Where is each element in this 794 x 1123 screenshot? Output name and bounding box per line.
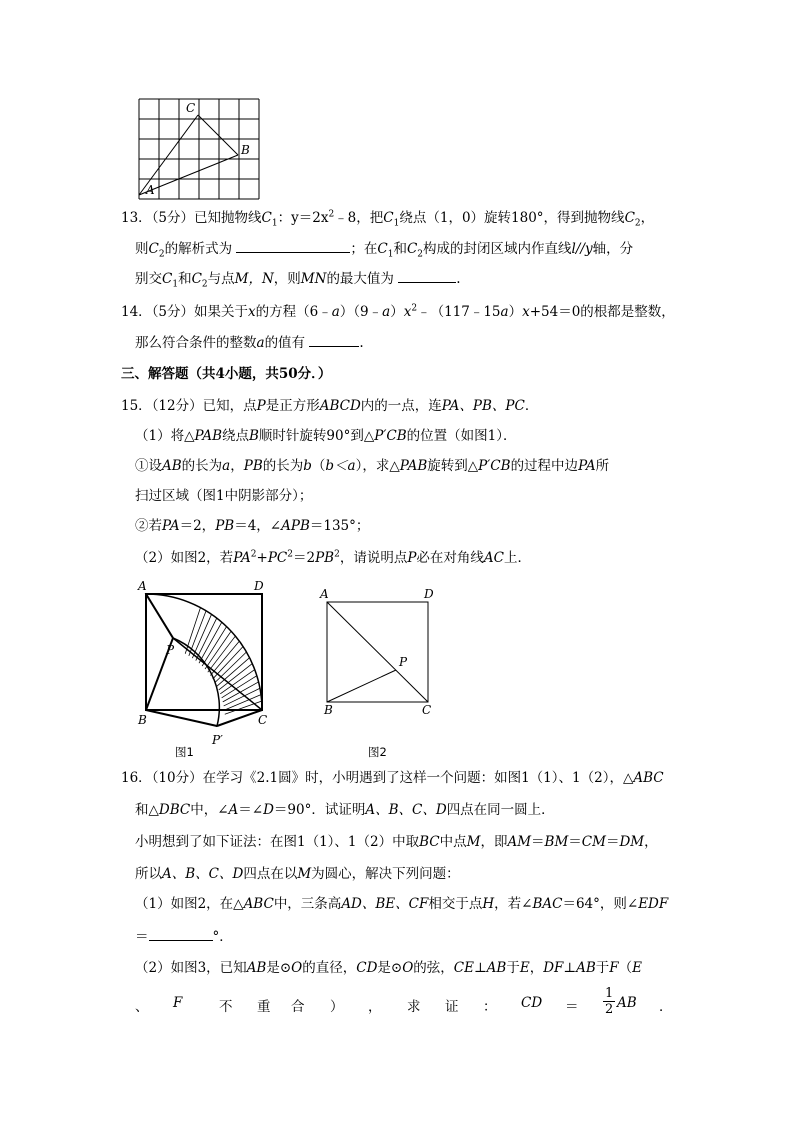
- q15-symbol: AB: [162, 458, 182, 474]
- q13-line2: [135, 238, 633, 259]
- q15-symbol: b＜a: [325, 458, 356, 474]
- q16-text: °．: [212, 929, 233, 945]
- q16-symbol: CM: [581, 834, 606, 850]
- q15-symbol: B: [249, 428, 259, 444]
- q15-text: 的过程中边: [510, 458, 579, 474]
- q13-symbol: C: [162, 271, 173, 287]
- figure-2-diagram: [318, 586, 440, 720]
- q14-text: .: [359, 335, 364, 351]
- q13-text: 和: [393, 241, 407, 257]
- q13-answer-blank-1[interactable]: [236, 238, 350, 253]
- q16-symbol: A、B、C、D: [162, 866, 244, 882]
- grid-label-C: C: [186, 101, 196, 115]
- q16-symbol: ABC: [633, 770, 664, 786]
- q13-text: 和: [178, 271, 192, 287]
- q14-number: 14．: [121, 304, 152, 320]
- q16-part1-line2: [135, 926, 233, 947]
- q16-line2: [135, 800, 555, 820]
- q14-line2: [135, 332, 364, 353]
- q16-symbol: O: [402, 960, 414, 976]
- fig1-square: [146, 594, 262, 710]
- fig1-label-P-prime: P′: [212, 733, 223, 746]
- q15-symbol: PA: [578, 458, 596, 474]
- q13-text: 的最大值为: [326, 271, 394, 287]
- q16-symbol: F: [609, 960, 619, 976]
- q14-symbol: a: [382, 304, 391, 320]
- q15-text: 内的一点，连: [360, 398, 442, 414]
- q15-text: 是正方形: [265, 398, 320, 414]
- q16-text: ＝64°，则∠: [562, 896, 639, 912]
- q13-text: 与点: [207, 271, 235, 287]
- q16-symbol: A、B、C、D: [365, 802, 447, 818]
- q13-sub: 1: [393, 218, 400, 229]
- q16-symbol: H: [482, 896, 495, 912]
- q15-symbol: PA: [233, 550, 251, 566]
- q15-text: （2）如图2，若: [135, 550, 234, 566]
- q16-text: （: [618, 960, 633, 976]
- fig2-label-B: B: [324, 703, 333, 717]
- q15-symbol: P′CB: [478, 458, 511, 474]
- q16-text: 的直径，: [302, 960, 357, 976]
- q15-symbol: AC: [483, 550, 505, 566]
- q13-sup: 2: [328, 209, 335, 220]
- q15-text: 的长为: [181, 458, 223, 474]
- q16-symbol: E: [632, 960, 643, 976]
- q16-text: ＝90°．试证明: [273, 802, 366, 818]
- q16-answer-blank[interactable]: [149, 926, 213, 941]
- q13-text: 绕点（1，0）旋转180°，得到抛物线: [399, 210, 625, 226]
- q15-text: +: [256, 550, 268, 566]
- grid-label-B: B: [241, 143, 250, 157]
- q16-text: ．: [659, 999, 673, 1015]
- q13-text: 别交: [135, 271, 162, 287]
- q13-text: ，: [640, 210, 655, 226]
- q16-symbol: BC: [419, 834, 440, 850]
- q14-text: 那么符合条件的整数: [135, 335, 257, 351]
- q16-symbol: M: [297, 866, 312, 882]
- q16-text: 是⊙: [377, 960, 403, 976]
- q16-symbol: BM: [544, 834, 569, 850]
- fig1-label-P: P: [166, 643, 175, 657]
- q13-sub: 1: [271, 218, 278, 229]
- q15-symbol: PAB: [399, 458, 428, 474]
- q16-text: 合: [291, 999, 305, 1015]
- q16-text: 是⊙: [266, 960, 292, 976]
- q16-text: 证: [445, 999, 459, 1015]
- q15-text: （: [311, 458, 326, 474]
- q15-part1: [135, 426, 516, 446]
- q13-symbol: C: [624, 210, 635, 226]
- q16-text: 、: [135, 999, 149, 1015]
- q15-line1: [121, 396, 538, 416]
- q16-line3: [135, 832, 658, 852]
- q13-sub: 1: [172, 279, 179, 290]
- q16-text: ，: [529, 960, 544, 976]
- q14-text: 的方程（6﹣: [255, 304, 332, 320]
- fig1-label-A: A: [138, 579, 147, 593]
- q16-text: 四点在同一圆上．: [446, 802, 555, 818]
- q13-text: 构成的封闭区域内作直线: [423, 241, 572, 257]
- q13-text: 的解析式为: [164, 241, 233, 257]
- q14-text: +54＝0的根都是整数，: [529, 304, 675, 320]
- q16-text: ，: [368, 999, 382, 1015]
- q16-text: 中，∠: [190, 802, 229, 818]
- hatch-line: [222, 676, 257, 698]
- q16-part2-line1: [135, 958, 642, 978]
- q16-text: ＝: [135, 929, 149, 945]
- q15-text: 上．: [504, 550, 532, 566]
- q15-sup: 2: [334, 549, 340, 560]
- q15-text: ＝2，: [179, 518, 216, 534]
- q13-text: ；在: [350, 241, 378, 257]
- q15-symbol: PA: [162, 518, 180, 534]
- q16-text: ＝∠: [238, 802, 264, 818]
- q15-text: 旋转到△: [427, 458, 479, 474]
- q15-text: ，请说明点: [339, 550, 408, 566]
- q15-symbol: PC: [267, 550, 288, 566]
- q15-text: ＝2: [292, 550, 316, 566]
- q16-line4: [135, 864, 460, 884]
- q13-sub: 1: [387, 249, 394, 260]
- q15-sub2: [135, 516, 369, 536]
- q16-symbol: E: [519, 960, 530, 976]
- q15-sup: 2: [250, 549, 257, 560]
- fig1-segment-P1C: [217, 710, 262, 726]
- q13-answer-blank-2[interactable]: [398, 268, 456, 283]
- figure-1-caption: 图1: [175, 745, 194, 759]
- q15-text: ），求△: [355, 458, 400, 474]
- q14-symbol: a: [331, 304, 340, 320]
- q16-symbol: AB: [246, 960, 267, 976]
- q15-number: 15．: [121, 398, 152, 414]
- q16-text: 于: [506, 960, 520, 976]
- q16-symbol: CE⊥AB: [453, 960, 507, 976]
- q13-symbol: M，N: [234, 271, 274, 287]
- q14-symbol: a: [256, 335, 265, 351]
- grid-label-A: A: [146, 183, 155, 197]
- q15-text: 绕点: [222, 428, 249, 444]
- fig1-label-C: C: [258, 713, 268, 727]
- q13-symbol: C: [377, 241, 388, 257]
- q16-text: ：: [483, 999, 497, 1015]
- q15-text: ①设: [135, 458, 162, 474]
- q14-text: ﹣（117﹣15: [417, 304, 501, 320]
- q15-symbol: APB: [281, 518, 310, 534]
- fig2-label-P: P: [399, 655, 408, 669]
- q13-text: .: [456, 271, 461, 287]
- q15-symbol: PAB: [194, 428, 222, 444]
- q16-text: 于: [595, 960, 610, 976]
- q16-symbol: CD: [521, 995, 543, 1011]
- q16-text: 不: [219, 999, 233, 1015]
- fig2-label-C: C: [422, 703, 432, 717]
- q16-text: ＝: [531, 834, 545, 850]
- q15-symbol: b: [303, 458, 312, 474]
- q13-sub: 2: [201, 279, 208, 290]
- fig1-label-B: B: [138, 713, 147, 727]
- q13-symbol: C: [406, 241, 418, 257]
- q13-symbol: MN: [300, 271, 327, 287]
- q16-symbol: D: [263, 802, 274, 818]
- q13-symbol: l//y: [571, 241, 593, 257]
- q16-text: 重: [257, 999, 271, 1015]
- segment-CB: [198, 115, 238, 155]
- q15-symbol: P: [407, 550, 417, 566]
- q14-symbol: x: [403, 304, 412, 320]
- q16-text: 四点在以: [243, 866, 298, 882]
- q14-text: （5分）如果关于: [151, 304, 249, 320]
- q13-text: 则: [135, 241, 149, 257]
- q15-text: ．: [524, 398, 539, 414]
- q14-symbol: x: [522, 304, 530, 320]
- q15-text: 所: [595, 458, 610, 474]
- q15-text: 的位置（如图1）．: [406, 428, 517, 444]
- q15-symbol: P′CB: [374, 428, 407, 444]
- q16-part1-line1: [135, 894, 668, 914]
- q15-symbol: PA、PB、PC: [441, 398, 525, 414]
- q15-text: ，: [230, 458, 244, 474]
- q15-sup: 2: [287, 549, 293, 560]
- q13-sub: 2: [634, 218, 641, 229]
- figure-2-caption: 图2: [368, 745, 387, 759]
- section-3-heading: 三、解答题（共4小题，共50分．）: [121, 366, 332, 382]
- q15-symbol: ABCD: [319, 398, 361, 414]
- fig2-label-A: A: [320, 587, 329, 601]
- q16-symbol: DBC: [158, 802, 191, 818]
- q16-text: 小明想到了如下证法：在图1（1）、1（2）中取: [135, 834, 420, 850]
- q15-sub1-line2: 扫过区域（图1中阴影部分）；: [135, 488, 313, 504]
- q15-symbol: P: [256, 398, 266, 414]
- q13-symbol: C: [148, 241, 159, 257]
- q16-text: 求: [407, 999, 421, 1015]
- fraction-denominator: 2: [605, 1002, 614, 1017]
- q16-text: ，若∠: [494, 896, 533, 912]
- q16-symbol: CD: [356, 960, 378, 976]
- q16-text: （10分）在学习《2.1圆》时，小明遇到了这样一个问题：如图1（1）、1（2），△: [151, 770, 634, 786]
- fig2-segment-BP: [327, 670, 396, 702]
- q14-line1: [121, 302, 675, 322]
- q16-number: 16．: [121, 770, 152, 786]
- q16-text: 中点: [439, 834, 467, 850]
- q16-symbol: O: [291, 960, 303, 976]
- q16-symbol: A: [228, 802, 239, 818]
- q16-text: 中，三条高: [273, 896, 342, 912]
- q16-text: ，即: [480, 834, 508, 850]
- q16-text: ＝: [565, 999, 579, 1015]
- figure-1-diagram: [134, 574, 280, 746]
- q15-text: ②若: [135, 518, 162, 534]
- q16-text: 为圆心，解决下列问题：: [311, 866, 460, 882]
- q14-text: ）: [390, 304, 404, 320]
- q13-line3: [135, 268, 461, 289]
- q13-text: 轴，分: [592, 241, 634, 257]
- q14-symbol: a: [500, 304, 509, 320]
- fig2-diagonal-AC: [327, 602, 428, 702]
- q14-text: 的值有: [264, 335, 306, 351]
- fig1-segment-BP1: [146, 710, 217, 726]
- q16-fraction: [603, 986, 615, 1017]
- q16-line1: [121, 768, 664, 788]
- q16-text: ，: [644, 834, 658, 850]
- q14-sup: 2: [411, 303, 418, 314]
- fig1-segment-PA: [146, 594, 173, 638]
- q16-symbol: M: [466, 834, 481, 850]
- q13-line1: [121, 208, 654, 228]
- q16-symbol: F: [173, 995, 183, 1011]
- q14-answer-blank[interactable]: [309, 332, 359, 347]
- q16-part2-line2: [135, 986, 673, 1020]
- q13-text: ，则: [273, 271, 301, 287]
- q15-text: （1）将△: [135, 428, 195, 444]
- q16-text: ＝: [605, 834, 620, 850]
- q13-sub: 2: [158, 249, 165, 260]
- q15-symbol: PB: [315, 550, 335, 566]
- grid-figure: [130, 96, 265, 200]
- q15-part2: [135, 548, 531, 568]
- q13-text: （5分）已知抛物线: [151, 210, 262, 226]
- q16-text: 所以: [135, 866, 162, 882]
- q16-text: ）: [330, 999, 344, 1015]
- q15-symbol: a: [222, 458, 231, 474]
- q15-text: 顺时针旋转90°到△: [258, 428, 375, 444]
- fraction-numerator: 1: [605, 986, 614, 1001]
- q16-symbol: ABC: [243, 896, 274, 912]
- q14-text: ）（9﹣: [339, 304, 383, 320]
- q15-text: 必在对角线: [416, 550, 484, 566]
- fig1-shaded-region: [146, 594, 262, 726]
- q14-symbol: x: [248, 304, 256, 320]
- q16-text: （2）如图3，已知: [135, 960, 247, 976]
- q16-symbol: DF⊥AB: [543, 960, 596, 976]
- q16-text: 的弦，: [413, 960, 454, 976]
- q15-symbol: PB: [243, 458, 263, 474]
- q13-symbol: C: [261, 210, 272, 226]
- hatch-line: [199, 622, 222, 663]
- q16-symbol: DM: [619, 834, 645, 850]
- fig2-label-D: D: [424, 587, 434, 601]
- q16-text: （1）如图2，在△: [135, 896, 244, 912]
- hatch-line: [196, 618, 217, 660]
- q16-text: ＝: [568, 834, 582, 850]
- q15-sub1-line1: [135, 456, 609, 476]
- q15-text: 的长为: [262, 458, 304, 474]
- q15-text: （12分）已知，点: [151, 398, 257, 414]
- fig1-label-D: D: [254, 579, 264, 593]
- q13-text: ：y＝2x: [277, 210, 329, 226]
- q16-text: 和△: [135, 802, 159, 818]
- q16-symbol: AM: [507, 834, 532, 850]
- q16-text: 相交于点: [428, 896, 483, 912]
- q16-symbol: EDF: [638, 896, 669, 912]
- q15-text: ＝4，∠: [234, 518, 282, 534]
- q16-symbol: BAC: [532, 896, 563, 912]
- q16-symbol: AB: [617, 995, 637, 1011]
- q15-symbol: PB: [215, 518, 235, 534]
- q14-text: ）: [508, 304, 523, 320]
- q13-symbol: C: [383, 210, 394, 226]
- q13-number: 13．: [121, 210, 152, 226]
- q16-symbol: AD、BE、CF: [341, 896, 429, 912]
- q13-symbol: C: [191, 271, 202, 287]
- q13-sub: 2: [417, 249, 424, 260]
- q13-text: ﹣8，把: [334, 210, 384, 226]
- q15-text: ＝135°；: [309, 518, 370, 534]
